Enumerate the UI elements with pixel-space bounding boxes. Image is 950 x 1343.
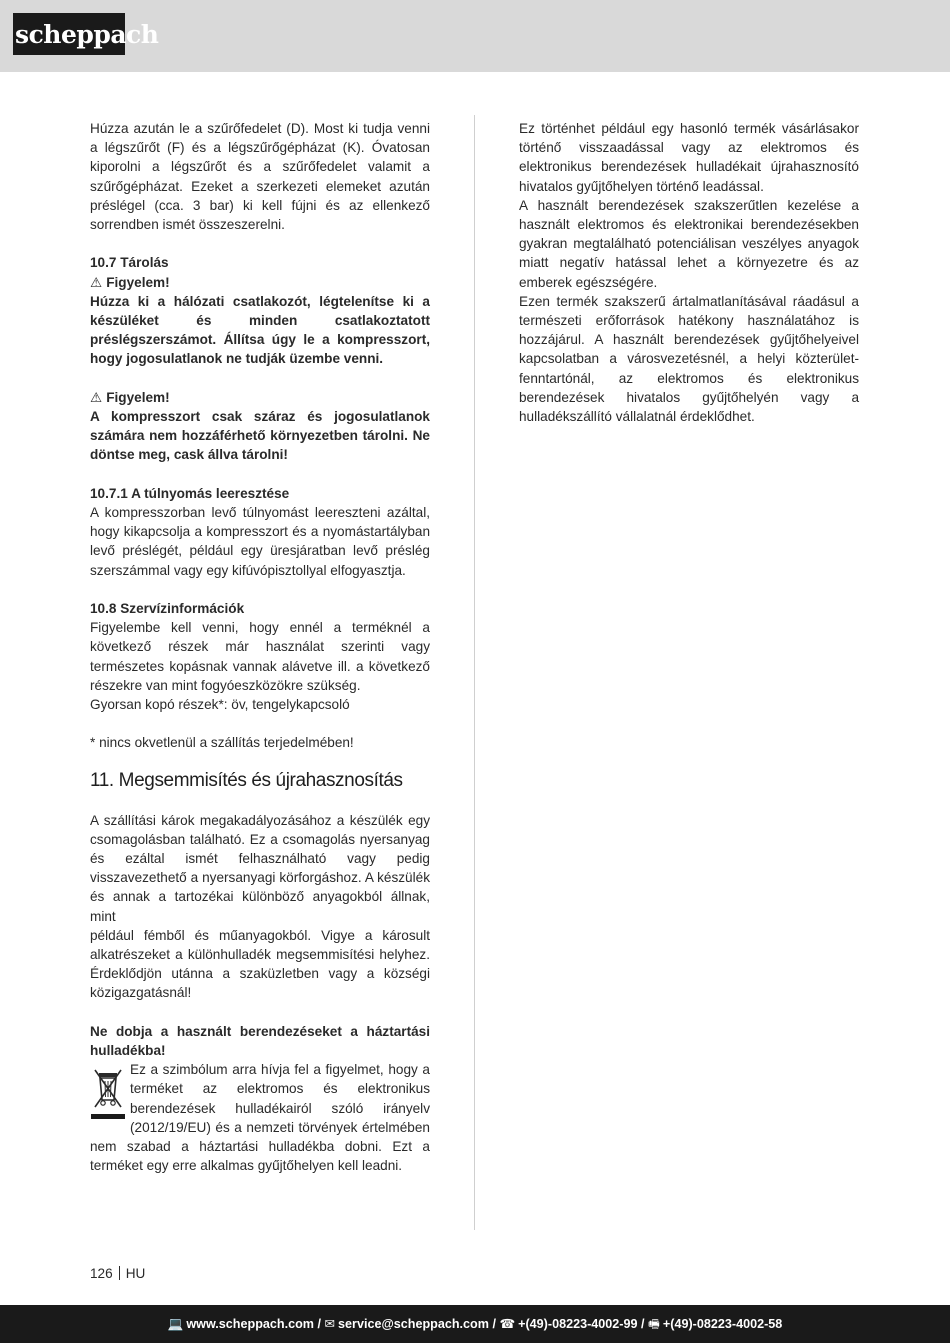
section-10-7-1-title: 10.7.1 A túlnyomás leeresztése: [90, 485, 290, 501]
page-number-separator: [119, 1266, 120, 1280]
warning-triangle-icon: ⚠: [90, 274, 103, 290]
page-number: [90, 1265, 145, 1283]
computer-icon: 💻: [167, 1317, 184, 1331]
left-column: [90, 119, 430, 1175]
envelope-icon: ✉: [324, 1317, 336, 1331]
right-paragraph-3: Ezen termék szakszerű ártalmatlanításával ráadásul a természeti erőforrások hatékony használatához is hozzájárul. A használt berendezések gyűjtőhelyeivel kapcsolatban a városvezetésnél, a helyi közterület-fenntartónál, az elektromos és elektronikus berendezések hivatalos gyűjtőhelyén vagy a hulladékszállító vállalatnál érdeklődhet.: [519, 293, 859, 425]
weee-text: Ez a szimbólum arra hívja fel a figyelmet, hogy a terméket az elektromos és elektronikus berendezések hulladékairól szóló irányelv (2012/19/EU) és a nemzeti törvények értelmében nem szabad a háztartási hulladékba dobni. Ezt a terméket egy erre alkalmas gyűjtőhelyen kell leadni.: [90, 1062, 430, 1174]
right-column: [519, 119, 859, 426]
warning-2-heading: [90, 388, 430, 407]
page-language: HU: [125, 1266, 146, 1281]
right-paragraph-2: A használt berendezések szakszerűtlen kezelése a használt elektromos és elektronikai berendezésekben gyakran megtalálható potenciálisan veszélyes anyagok miatt negatív hatással lehet a környezetre és az emberek egészségére.: [519, 197, 859, 290]
warning-2-label: Figyelem!: [106, 389, 170, 405]
footer-fax: +(49)-08223-4002-58: [662, 1317, 783, 1331]
section-10-8-note: * nincs okvetlenül a szállítás terjedelmében!: [90, 735, 354, 751]
warning-2-text: A kompresszort csak száraz és jogosulatlanok számára nem hozzáférhető környezetben tárolni. Ne döntse meg, cask állva tárolni!: [90, 409, 430, 463]
footer-separator: /: [492, 1317, 500, 1331]
section-10-8-parts: Gyorsan kopó részek*: öv, tengelykapcsoló: [90, 697, 350, 713]
page-header: [0, 0, 950, 72]
footer-email[interactable]: service@scheppach.com: [338, 1317, 489, 1331]
warning-1-heading: [90, 273, 430, 292]
section-10-7-1-text: A kompresszorban levő túlnyomást leereszteni azáltal, hogy kikapcsolja a kompresszort és a nyomástartályban levő préslégét, például egy üresjáratban levő préslég szerszámmal vagy egy kifúvópisztollyal elfogyasztja.: [90, 505, 430, 578]
right-paragraph-1: Ez történhet például egy hasonló termék vásárlásakor történő visszaadással vagy az elektromos és elektronikus berendezések hulladékait újrahasznosító hivatalos gyűjtőhelyen történő leadással.: [519, 121, 859, 194]
page-footer: [0, 1305, 950, 1343]
footer-separator: /: [317, 1317, 325, 1331]
scheppach-logo: scheppach: [13, 13, 125, 55]
page-number-value: 126: [90, 1266, 113, 1281]
footer-separator: /: [641, 1317, 649, 1331]
section-10-8-text: Figyelembe kell venni, hogy ennél a terméknél a következő részek már használat szerinti vagy természetes kopásnak vannak alávetve ill. a következő részekre van mint fogyóeszközökre szükség.: [90, 620, 430, 693]
section-11-title: 11. Megsemmisítés és újrahasznosítás: [90, 769, 403, 791]
section-11-bold-notice: Ne dobja a használt berendezéseket a háztartási hulladékba!: [90, 1023, 430, 1059]
weee-block: [90, 1060, 430, 1175]
warning-1-text: Húzza ki a hálózati csatlakozót, légtelenítse ki a készüléket és minden csatlakoztatott préslégszerszámot. Állítsa úgy le a kompresszort, hogy jogosulatlanok ne tudják üzembe venni.: [90, 293, 430, 367]
section-10-8-title: 10.8 Szervízinformációk: [90, 601, 245, 617]
warning-triangle-icon: ⚠: [90, 389, 103, 405]
footer-website[interactable]: www.scheppach.com: [186, 1317, 314, 1331]
air-filter-paragraph: Húzza azután le a szűrőfedelet (D). Most ki tudja venni a légszűrőt (F) és a légszűrőgépházat (K). Óvatosan kiporolni a légszűrőt és a szűrőfedelet valamit a szűrőgépházat. Ezeket a szerkezeti elemeket azután préslégel (cca. 3 bar) ki kell fújni és az ellenkező sorrendben ismét összeszerelni.: [90, 121, 430, 233]
section-11-paragraph-1: A szállítási károk megakadályozásához a készülék egy csomagolásban található. Ez a csomagolás nyersanyag és ezáltal ismét felhasználható vagy pedig visszavezethető a nyersanyagi körforgáshoz. A készülék és annak a tartozékai különböző anyagokból állnak, mint: [90, 812, 430, 924]
crossed-out-bin-icon: [90, 1064, 126, 1124]
phone-icon: ☎: [499, 1317, 516, 1331]
fax-icon: 🖷: [648, 1317, 660, 1331]
section-10-7-title: 10.7 Tárolás: [90, 255, 169, 271]
footer-phone: +(49)-08223-4002-99: [518, 1317, 638, 1331]
column-divider: [474, 115, 475, 1230]
section-11-paragraph-2: például fémből és műanyagokból. Vigye a károsult alkatrészeket a különhulladék megsemmisítési helyhez. Érdeklődjön utánna a szaküzletben vagy a községi közigazgatásnál!: [90, 927, 430, 1001]
warning-1-label: Figyelem!: [106, 274, 170, 290]
